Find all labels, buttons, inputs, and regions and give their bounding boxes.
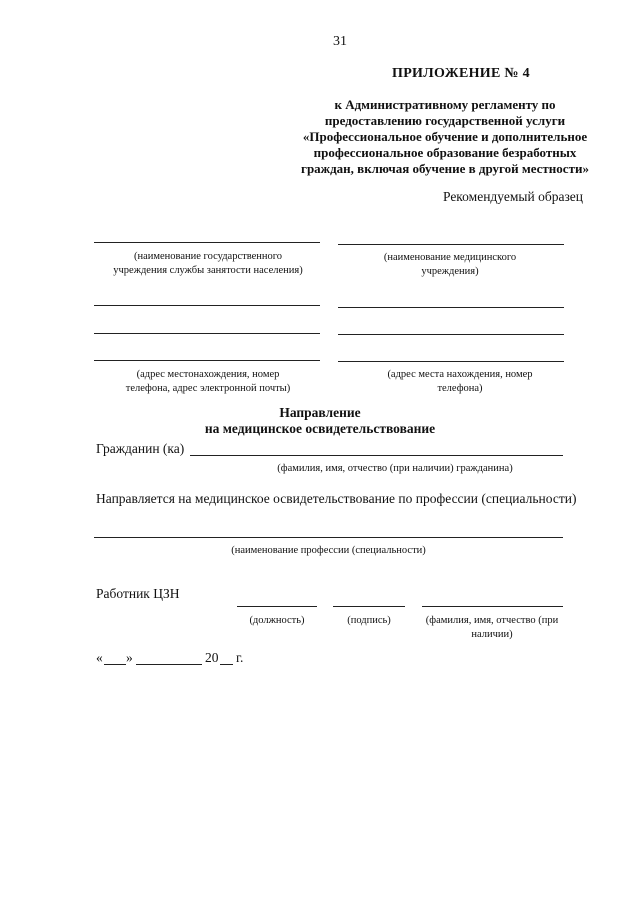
worker-name-caption: (фамилия, имя, отчество (при наличии) (425, 615, 559, 640)
profession-caption: (наименование профессии (специальности) (231, 545, 426, 556)
institution-name-caption: (наименование государственного учреждения службы занятости населения) (113, 251, 303, 276)
worker-name-line[interactable] (422, 606, 563, 607)
citizen-name-caption: (фамилия, имя, отчество (при наличии) гражданина) (277, 463, 513, 474)
medical-institution-name-caption: (наименование медицинского учреждения) (383, 252, 517, 277)
position-caption: (должность) (249, 615, 305, 626)
medical-address-line-3[interactable] (338, 361, 564, 362)
citizen-label: Гражданин (ка) (96, 441, 185, 456)
page-number: 31 (333, 34, 347, 49)
position-line[interactable] (237, 606, 317, 607)
sample-label: Рекомендуемый образец (442, 189, 583, 204)
date-month-line[interactable] (136, 664, 202, 665)
date-year-prefix: 20 (205, 650, 219, 665)
profession-text: Направляется на медицинское освидетельствование по профессии (специальности) (96, 491, 577, 506)
profession-line[interactable] (94, 537, 563, 538)
regulation-line: к Административному регламенту по (334, 97, 556, 112)
institution-address-caption: (адрес местонахождения, номер телефона, адрес электронной почты) (125, 369, 291, 394)
date-year-line[interactable] (220, 664, 233, 665)
worker-label: Работник ЦЗН (96, 586, 180, 601)
institution-address-line-2[interactable] (94, 333, 320, 334)
date-day-line[interactable] (104, 664, 126, 665)
citizen-name-line[interactable] (190, 455, 563, 456)
date-open-quote: « (96, 650, 103, 665)
regulation-line: профессиональное образование безработных (313, 145, 577, 160)
medical-address-line-1[interactable] (338, 307, 564, 308)
medical-address-caption: (адрес места нахождения, номер телефона) (387, 369, 533, 394)
medical-address-line-2[interactable] (338, 334, 564, 335)
document-title: Направление на медицинское освидетельствование (204, 405, 436, 436)
institution-name-line[interactable] (94, 242, 320, 243)
date-year-suffix: г. (236, 650, 244, 665)
regulation-line: предоставлению государственной услуги (324, 113, 566, 128)
regulation-reference (300, 97, 590, 177)
regulation-line: граждан, включая обучение в другой местности» (301, 161, 589, 176)
institution-address-line-3[interactable] (94, 360, 320, 361)
medical-institution-name-line[interactable] (338, 244, 564, 245)
signature-caption: (подпись) (347, 615, 391, 626)
signature-line[interactable] (333, 606, 405, 607)
regulation-line: «Профессиональное обучение и дополнительное (302, 129, 588, 144)
appendix-title: ПРИЛОЖЕНИЕ № 4 (392, 66, 530, 81)
date-close-quote: » (126, 650, 133, 665)
institution-address-line-1[interactable] (94, 305, 320, 306)
